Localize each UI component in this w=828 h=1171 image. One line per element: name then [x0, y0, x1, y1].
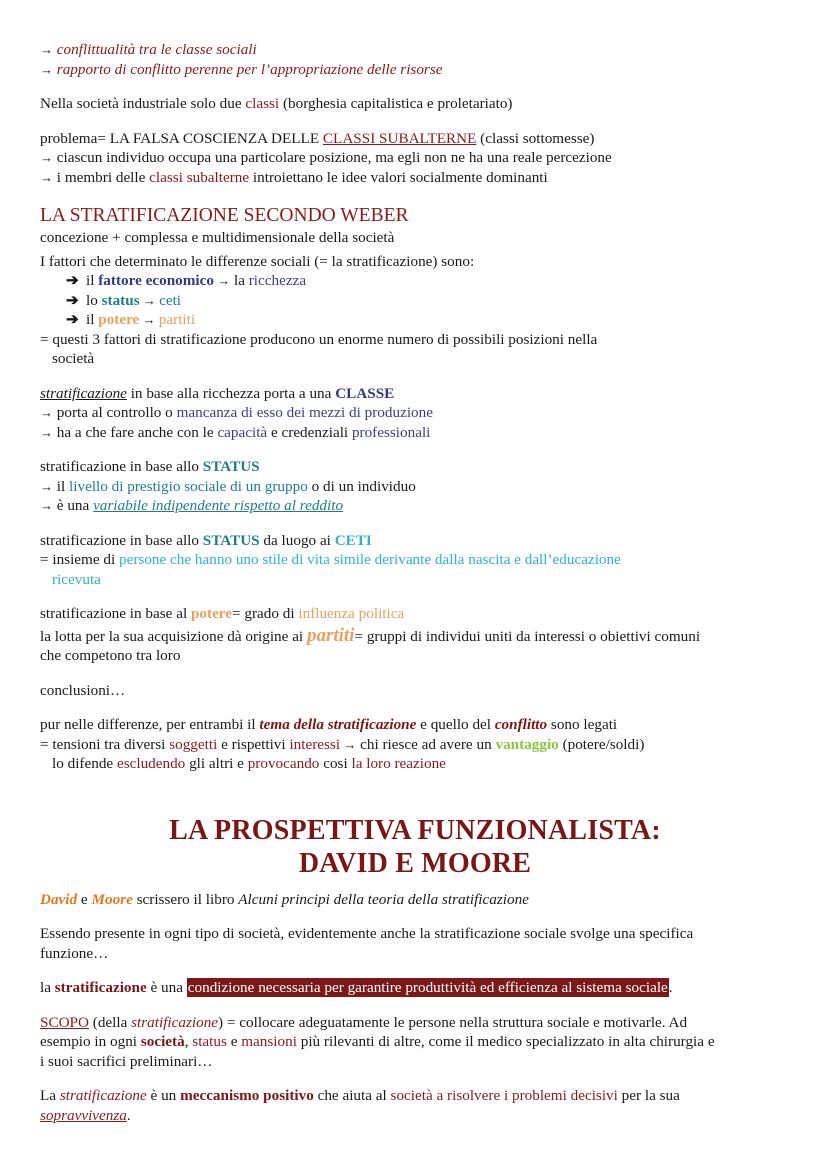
potere-line-3: che competono tra loro	[40, 647, 181, 664]
weber-factors-intro: I fattori che determinato le differenze sociali (= la stratificazione) sono:	[40, 252, 475, 270]
weber-summary-1: = questi 3 fattori di stratificazione producono un enorme numero di possibili posizioni nella	[40, 330, 598, 348]
funz-para-4-line-1: SCOPO (della stratificazione) = collocare adeguatamente le persone nella struttura sociale e motivarle. Ad	[40, 1013, 688, 1031]
ceti-line-1: stratificazione in base allo STATUS da luogo ai CETI	[40, 531, 372, 549]
weber-subtitle: concezione + complessa e multidimensionale della società	[40, 229, 395, 246]
funz-para-5-line-1: La stratificazione è un meccanismo positivo che aiuta al società a risolvere i problemi decisivi per la sua	[40, 1087, 680, 1104]
arrow-bullet-icon: ➔	[66, 291, 79, 309]
potere-line-2: la lotta per la sua acquisizione dà origine ai partiti= gruppi di individui uniti da interessi o obiettivi comuni	[40, 624, 701, 646]
conclusioni-line-2: = tensioni tra diversi soggetti e rispettivi interessi → chi riesce ad avere un vantaggio (potere/soldi)	[40, 735, 645, 753]
problema-line-1: problema= LA FALSA COSCIENZA DELLE CLASSI SUBALTERNE (classi sottomesse)	[40, 129, 595, 147]
industrial-paragraph: Nella società industriale solo due classi (borghesia capitalistica e proletariato)	[40, 95, 513, 112]
ceti-line-3: ricevuta	[52, 570, 101, 588]
classe-line-3: → ha a che fare anche con le capacità e credenziali professionali	[40, 423, 431, 441]
sopravvivenza-link[interactable]: sopravvivenza	[40, 1106, 127, 1124]
factor-potere: ➔ il potere → partiti	[66, 311, 196, 328]
funz-para-4-line-2: esempio in ogni società, status e mansioni più rilevanti di altre, come il medico specializzato in alta chirurgia e	[40, 1033, 715, 1050]
classe-line-1: stratificazione in base alla ricchezza porta a una CLASSE	[40, 384, 395, 402]
status-line-3: → è una variabile indipendente rispetto al reddito	[40, 497, 344, 514]
classi-subalterne-link[interactable]: CLASSI SUBALTERNE	[322, 129, 477, 147]
weber-heading: LA STRATIFICAZIONE SECONDO WEBER	[40, 205, 409, 226]
funzionalista-title-2: DAVID E MOORE	[298, 847, 532, 879]
funz-para-4-line-3: i suoi sacrifici preliminari…	[40, 1052, 213, 1070]
ceti-line-2: = insieme di persone che hanno uno stile di vita simile derivante dalla nascita e dall’educazione	[40, 551, 621, 568]
funz-line-1: David e Moore scrissero il libro Alcuni principi della teoria della stratificazione	[40, 890, 529, 908]
funz-para-2-line-2: funzione…	[40, 944, 109, 962]
problema-line-3: → i membri delle classi subalterne introiettano le idee valori socialmente dominanti	[40, 168, 548, 186]
document-page	[40, 40, 790, 1125]
problema-line-2: → ciascun individuo occupa una particolare posizione, ma egli non ne ha una reale percezione	[40, 149, 612, 166]
potere-line-1: stratificazione in base al potere= grado di influenza politica	[40, 605, 405, 622]
arrow-bullet-icon: ➔	[66, 311, 79, 328]
intro-line-2: → rapporto di conflitto perenne per l’appropriazione delle risorse	[40, 60, 443, 78]
highlighted-text: condizione necessaria per garantire produttività ed efficienza al sistema sociale	[187, 979, 668, 996]
funz-para-2-line-1: Essendo presente in ogni tipo di società, evidentemente anche la stratificazione sociale svolge una specifica	[40, 925, 694, 942]
classe-line-2: → porta al controllo o mancanza di esso dei mezzi di produzione	[40, 404, 433, 421]
arrow-bullet-icon: ➔	[66, 272, 79, 289]
factor-economico: ➔ il fattore economico → la ricchezza	[66, 272, 307, 289]
intro-line-1: → conflittualità tra le classe sociali	[40, 41, 257, 58]
conclusioni-line-1: pur nelle differenze, per entrambi il tema della stratificazione e quello del conflitto sono legati	[40, 716, 618, 733]
factor-status: ➔ lo status → ceti	[66, 291, 182, 309]
weber-summary-2: società	[52, 350, 95, 367]
funz-para-3: la stratificazione è una condizione necessaria per garantire produttività ed efficienza al sistema sociale.	[40, 979, 673, 996]
conclusioni-label: conclusioni…	[40, 681, 126, 699]
conclusioni-line-3: lo difende escludendo gli altri e provocando cosi la loro reazione	[52, 755, 446, 772]
funzionalista-title-1: LA PROSPETTIVA FUNZIONALISTA:	[169, 814, 661, 846]
scopo-link[interactable]: SCOPO	[40, 1013, 89, 1031]
status-line-2: → il livello di prestigio sociale di un gruppo o di un individuo	[40, 477, 416, 495]
funz-para-5-line-2: sopravvivenza.	[40, 1106, 131, 1124]
status-line-1: stratificazione in base allo STATUS	[40, 458, 260, 475]
